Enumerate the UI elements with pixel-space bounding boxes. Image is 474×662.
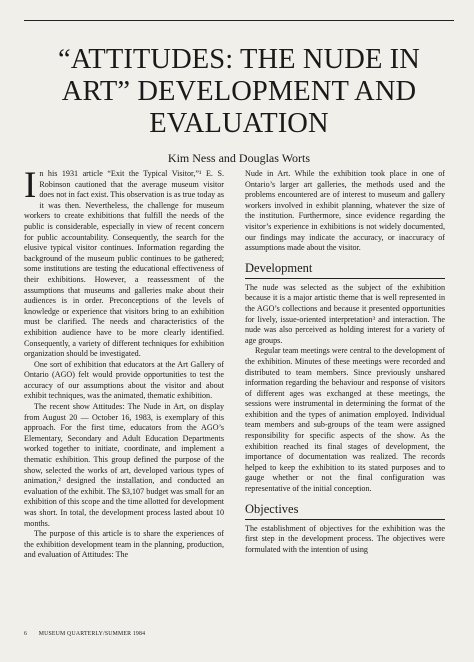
section-heading-development: Development bbox=[245, 261, 445, 279]
paragraph bbox=[24, 165, 224, 360]
title-line-2: ART” DEVELOPMENT AND bbox=[61, 76, 417, 107]
paragraph: One sort of exhibition that educators at the Art Gallery of Ontario (AGO) felt would provide opportunities to test the accuracy of our assumptions about the visitor and about exhibit techniques, was the animated, thematic exhibition. bbox=[24, 359, 224, 401]
section-heading-objectives: Objectives bbox=[245, 502, 445, 520]
paragraph: The purpose of this article is to share the experiences of the exhibition development team in the planning, production, and evaluation of Attitudes: The bbox=[24, 529, 224, 560]
paragraph: Regular team meetings were central to the development of the exhibition. Minutes of these meetings were recorded and distributed to team members. Since previously unshared information regarding the behaviour and response of visitors of different ages was exchanged at these meetings, the sessions were instrumental in determining the format of the exhibition and the types of animation employed. Individual team members and sub-groups of the team were assigned responsibility for specific aspects of the show. As the exhibition reached its final stages of development, the importance of documentation was realized. The records helped to keep the exhibition to its stated purposes and to gauge whether or not the final configuration was representative of the initial conception. bbox=[245, 346, 445, 494]
top-rule bbox=[24, 20, 454, 21]
title-line-1: “ATTITUDES: THE NUDE IN bbox=[58, 44, 420, 75]
title-line-3: EVALUATION bbox=[149, 108, 329, 139]
paragraph: The nude was selected as the subject of the exhibition because it is a major artistic theme that is well represented in the AGO’s collections and because it presented opportunities for lively, issue-oriented interpretation³ and interaction. The nude was also perceived as holding interest for a variety of age groups. bbox=[245, 282, 445, 345]
left-column bbox=[24, 165, 224, 561]
paragraph-text: n his 1931 article “Exit the Typical Visitor,”¹ E. S. Robinson cautioned that the average museum visitor does not in fact exist. This observation is as true today as it was then. Nevertheless, the challenge for museum workers to create exhibitions that fulfill the needs of the public is considerable, especially in view of recent concern for public accountability. Consequently, the search for the elusive typical visitor continues. Information regarding the background of the museum public continues to be gathered; some institutions are testing the educational effectiveness of their exhibitions. However, a reassessment of the assumptions that museums and galleries make about their audiences is in order. Preconceptions of the levels of knowledge or experience that visitors bring to an exhibition must be clarified. The needs and characteristics of the exhibition audience have to be more clearly identified. Consequently, a variety of different techniques for exhibition organization should be investigated. bbox=[24, 169, 224, 359]
running-title: MUSEUM QUARTERLY/SUMMER 1984 bbox=[38, 631, 146, 637]
paragraph: Nude in Art. While the exhibition took place in one of Ontario’s larger art galleries, the methods used and the problems encountered are of interest to museum and gallery workers involved in exhibit planning, whatever the size of the institution. Furthermore, since evidence regarding the visitor’s experience in exhibitions is not widely documented, our findings may indicate the accuracy, or inaccuracy of assumptions made about the visitor. bbox=[245, 169, 445, 253]
author-byline: Kim Ness and Douglas Worts bbox=[167, 151, 311, 165]
paragraph: The recent show Attitudes: The Nude in Art, on display from August 20 — October 16, 1983, is exemplary of this approach. For the first time, educators from the AGO’s Elementary, Secondary and Adult Education Departments worked together to initiate, coordinate, and implement a thematic exhibition. This group defined the purpose of the show, selected the works of art, developed various types of animation,² designed the installation, and conducted an evaluation of the exhibit. The $3,107 budget was small for an exhibition of this scope and the time allotted for development was short. In total, the development process lasted about 10 months. bbox=[24, 402, 224, 528]
article-title bbox=[24, 44, 454, 140]
drop-cap: I bbox=[24, 165, 37, 206]
page-number: 6 bbox=[24, 631, 28, 637]
right-column bbox=[245, 169, 445, 555]
page-footer bbox=[24, 631, 145, 637]
paragraph: The establishment of objectives for the exhibition was the first step in the development process. The objectives were formulated with the intention of using bbox=[245, 523, 445, 554]
